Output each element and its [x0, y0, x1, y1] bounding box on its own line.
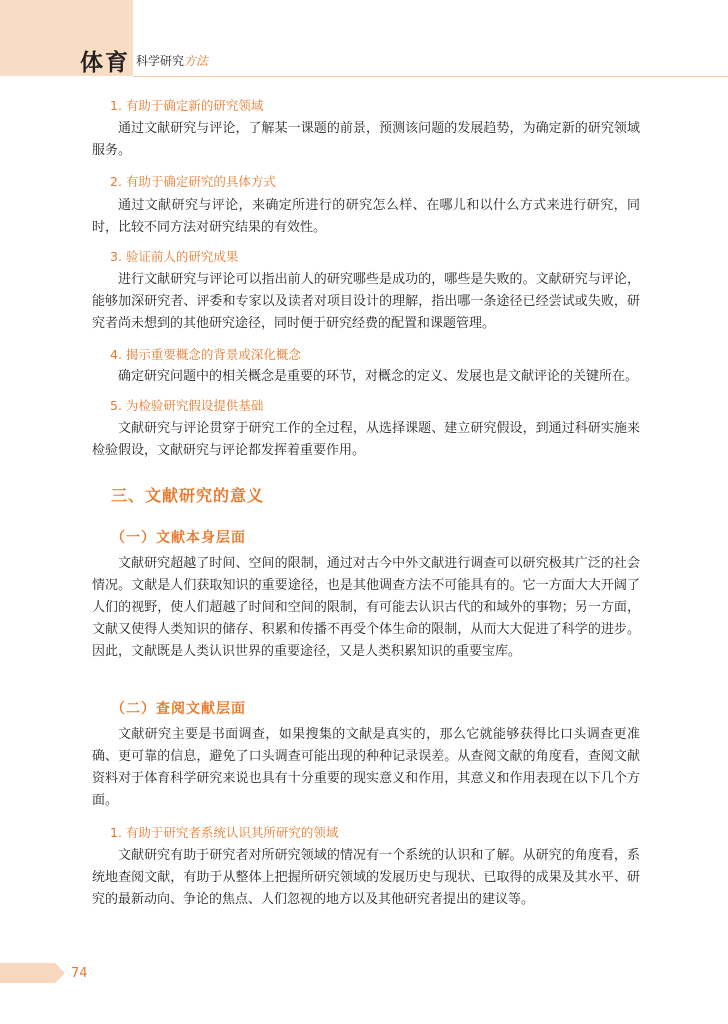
paragraph-2: 通过文献研究与评论，来确定所进行的研究怎么样、在哪儿和以什么方式来进行研究，同时，比较不同方法对研究结果的有效性。 — [92, 198, 640, 235]
book-subtitle-plain: 科学研究 — [136, 54, 185, 68]
book-subtitle — [136, 52, 208, 69]
footer-arrow — [55, 963, 65, 983]
paragraph-8: 文献研究有助于研究者对所研究领域的情况有一个系统的认识和了解。从研究的角度看，系统地查阅文献，有助于从整体上把握所研究领域的发展历史与现状、已取得的成果及其水平、研究的最新动向、争论的焦点、人们忽视的地方以及其他研究者提出的建议等。 — [92, 848, 640, 907]
footer-band — [0, 963, 55, 983]
header-divider — [133, 76, 728, 77]
subheading-5: 5. 为检验研究假设提供基础 — [110, 398, 264, 413]
paragraph-4: 确定研究问题中的相关概念是重要的环节，对概念的定义、发展也是文献评论的关键所在。 — [118, 369, 639, 384]
paragraph-7: 文献研究主要是书面调查，如果搜集的文献是真实的，那么它就能够获得比口头调查更准确、更可靠的信息，避免了口头调查可能出现的种种记录误差。从查阅文献的角度看，查阅文献资料对于体育科学研究来说也具有十分重要的现实意义和作用，其意义和作用表现在以下几个方面。 — [92, 727, 640, 808]
paragraph-5: 文献研究与评论贯穿于研究工作的全过程，从选择课题、建立研究假设，到通过科研实施来检验假设，文献研究与评论都发挥着重要作用。 — [92, 421, 640, 458]
book-subtitle-accent: 方法 — [184, 54, 209, 68]
subsection-heading-2: （二）查阅文献层面 — [111, 701, 246, 717]
subheading-6: 1. 有助于研究者系统认识其所研究的领域 — [110, 825, 339, 840]
subheading-4: 4. 揭示重要概念的背景或深化概念 — [110, 347, 301, 362]
subheading-2: 2. 有助于确定研究的具体方式 — [110, 174, 276, 189]
subsection-heading-1: （一）文献本身层面 — [111, 530, 246, 546]
book-title: 体育 — [80, 49, 130, 76]
paragraph-3: 进行文献研究与评论可以指出前人的研究哪些是成功的，哪些是失败的。文献研究与评论，能够加深研究者、评委和专家以及读者对项目设计的理解，指出哪一条途径已经尝试或失败，研究者尚未想到的其他研究途径，同时便于研究经费的配置和课题管理。 — [92, 272, 640, 331]
subheading-3: 3. 验证前人的研究成果 — [110, 249, 239, 264]
page-number: 74 — [71, 966, 88, 981]
paragraph-1: 通过文献研究与评论，了解某一课题的前景，预测该问题的发展趋势，为确定新的研究领域服务。 — [92, 121, 640, 158]
section-heading: 三、文献研究的意义 — [111, 486, 265, 505]
paragraph-6: 文献研究超越了时间、空间的限制，通过对古今中外文献进行调查可以研究极其广泛的社会情况。文献是人们获取知识的重要途径，也是其他调查方法不可能具有的。它一方面大大开阔了人们的视野，使人们超越了时间和空间的限制，有可能去认识古代的和域外的事物；另一方面，文献又使得人类知识的储存、积累和传播不再受个体生命的限制，从而大大促进了科学的进步。因此，文献既是人类认识世界的重要途径，又是人类积累知识的重要宝库。 — [92, 556, 640, 659]
subheading-1: 1. 有助于确定新的研究领域 — [110, 98, 264, 113]
